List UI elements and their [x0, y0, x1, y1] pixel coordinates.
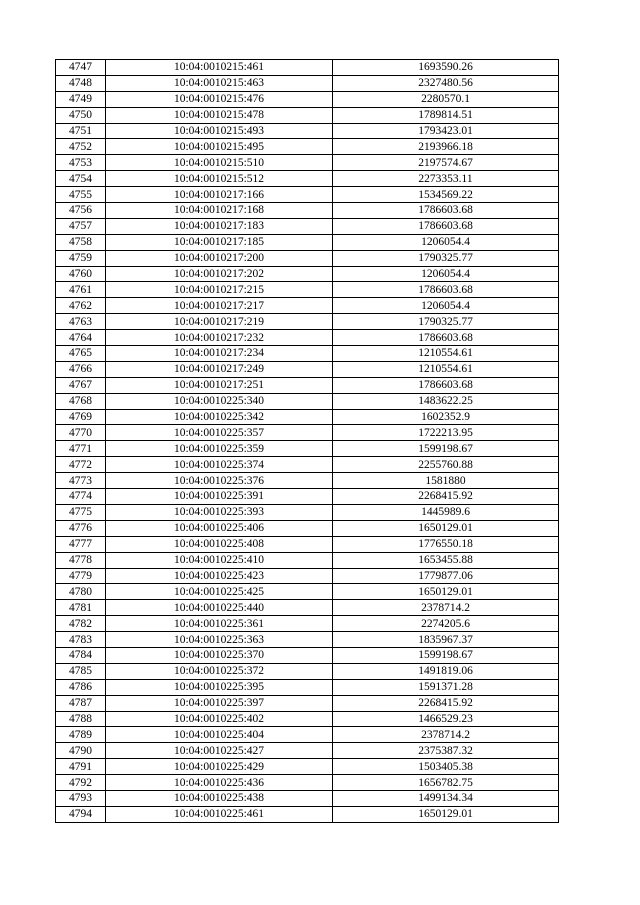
identifier-cell: 10:04:0010217:166 [106, 187, 333, 203]
value-cell: 1602352.9 [333, 409, 559, 425]
table-row [56, 489, 559, 505]
identifier-cell: 10:04:0010217:219 [106, 314, 333, 330]
identifier-cell: 10:04:0010215:495 [106, 139, 333, 155]
identifier-cell: 10:04:0010225:374 [106, 457, 333, 473]
identifier-cell: 10:04:0010225:440 [106, 600, 333, 616]
identifier-cell: 10:04:0010225:397 [106, 695, 333, 711]
value-cell: 1650129.01 [333, 584, 559, 600]
table-row [56, 330, 559, 346]
table-row [56, 536, 559, 552]
row-number-cell: 4786 [56, 679, 106, 695]
row-number-cell: 4783 [56, 632, 106, 648]
row-number-cell: 4784 [56, 647, 106, 663]
row-number-cell: 4753 [56, 155, 106, 171]
table-row [56, 806, 559, 822]
table-row [56, 679, 559, 695]
identifier-cell: 10:04:0010217:232 [106, 330, 333, 346]
table-row [56, 727, 559, 743]
value-cell: 1789814.51 [333, 107, 559, 123]
row-number-cell: 4775 [56, 504, 106, 520]
value-cell: 1786603.68 [333, 282, 559, 298]
value-cell: 2327480.56 [333, 75, 559, 91]
row-number-cell: 4763 [56, 314, 106, 330]
value-cell: 1786603.68 [333, 203, 559, 219]
identifier-cell: 10:04:0010225:404 [106, 727, 333, 743]
table-row [56, 584, 559, 600]
table-row [56, 298, 559, 314]
row-number-cell: 4769 [56, 409, 106, 425]
table-row [56, 250, 559, 266]
value-cell: 2378714.2 [333, 600, 559, 616]
table-row [56, 139, 559, 155]
row-number-cell: 4766 [56, 361, 106, 377]
table-row [56, 60, 559, 76]
table-row [56, 695, 559, 711]
row-number-cell: 4764 [56, 330, 106, 346]
table-row [56, 123, 559, 139]
identifier-cell: 10:04:0010225:357 [106, 425, 333, 441]
table-row [56, 759, 559, 775]
value-cell: 1793423.01 [333, 123, 559, 139]
row-number-cell: 4768 [56, 393, 106, 409]
row-number-cell: 4791 [56, 759, 106, 775]
table-row [56, 218, 559, 234]
table-row [56, 203, 559, 219]
value-cell: 1599198.67 [333, 441, 559, 457]
table-row [56, 266, 559, 282]
value-cell: 2268415.92 [333, 695, 559, 711]
value-cell: 1591371.28 [333, 679, 559, 695]
identifier-cell: 10:04:0010225:402 [106, 711, 333, 727]
row-number-cell: 4762 [56, 298, 106, 314]
identifier-cell: 10:04:0010225:406 [106, 520, 333, 536]
value-cell: 2268415.92 [333, 489, 559, 505]
table-row [56, 234, 559, 250]
row-number-cell: 4758 [56, 234, 106, 250]
row-number-cell: 4773 [56, 473, 106, 489]
value-cell: 1693590.26 [333, 60, 559, 76]
value-cell: 1581880 [333, 473, 559, 489]
identifier-cell: 10:04:0010225:425 [106, 584, 333, 600]
value-cell: 1534569.22 [333, 187, 559, 203]
row-number-cell: 4788 [56, 711, 106, 727]
value-cell: 1786603.68 [333, 330, 559, 346]
row-number-cell: 4777 [56, 536, 106, 552]
value-cell: 1210554.61 [333, 346, 559, 362]
identifier-cell: 10:04:0010225:423 [106, 568, 333, 584]
table-row [56, 520, 559, 536]
table-row [56, 711, 559, 727]
table-row [56, 775, 559, 791]
identifier-cell: 10:04:0010225:372 [106, 663, 333, 679]
value-cell: 1483622.25 [333, 393, 559, 409]
identifier-cell: 10:04:0010225:340 [106, 393, 333, 409]
table-row [56, 187, 559, 203]
identifier-cell: 10:04:0010225:342 [106, 409, 333, 425]
value-cell: 1491819.06 [333, 663, 559, 679]
row-number-cell: 4757 [56, 218, 106, 234]
row-number-cell: 4767 [56, 377, 106, 393]
value-cell: 2274205.6 [333, 616, 559, 632]
row-number-cell: 4755 [56, 187, 106, 203]
table-row [56, 457, 559, 473]
value-cell: 1776550.18 [333, 536, 559, 552]
identifier-cell: 10:04:0010217:168 [106, 203, 333, 219]
value-cell: 1499134.34 [333, 790, 559, 806]
identifier-cell: 10:04:0010217:202 [106, 266, 333, 282]
identifier-cell: 10:04:0010217:185 [106, 234, 333, 250]
row-number-cell: 4749 [56, 91, 106, 107]
table-row [56, 377, 559, 393]
row-number-cell: 4756 [56, 203, 106, 219]
table-row [56, 107, 559, 123]
identifier-cell: 10:04:0010217:215 [106, 282, 333, 298]
row-number-cell: 4787 [56, 695, 106, 711]
table-body [56, 60, 559, 823]
identifier-cell: 10:04:0010215:493 [106, 123, 333, 139]
identifier-cell: 10:04:0010217:251 [106, 377, 333, 393]
identifier-cell: 10:04:0010215:463 [106, 75, 333, 91]
value-cell: 1656782.75 [333, 775, 559, 791]
identifier-cell: 10:04:0010215:512 [106, 171, 333, 187]
row-number-cell: 4752 [56, 139, 106, 155]
row-number-cell: 4759 [56, 250, 106, 266]
value-cell: 1206054.4 [333, 266, 559, 282]
identifier-cell: 10:04:0010225:370 [106, 647, 333, 663]
value-cell: 1786603.68 [333, 377, 559, 393]
identifier-cell: 10:04:0010225:359 [106, 441, 333, 457]
table-row [56, 346, 559, 362]
value-cell: 1786603.68 [333, 218, 559, 234]
identifier-cell: 10:04:0010217:234 [106, 346, 333, 362]
identifier-cell: 10:04:0010217:200 [106, 250, 333, 266]
identifier-cell: 10:04:0010225:461 [106, 806, 333, 822]
table-row [56, 632, 559, 648]
row-number-cell: 4771 [56, 441, 106, 457]
row-number-cell: 4750 [56, 107, 106, 123]
row-number-cell: 4781 [56, 600, 106, 616]
identifier-cell: 10:04:0010225:363 [106, 632, 333, 648]
row-number-cell: 4780 [56, 584, 106, 600]
identifier-cell: 10:04:0010215:476 [106, 91, 333, 107]
row-number-cell: 4760 [56, 266, 106, 282]
table-row [56, 790, 559, 806]
value-cell: 1210554.61 [333, 361, 559, 377]
row-number-cell: 4792 [56, 775, 106, 791]
identifier-cell: 10:04:0010215:510 [106, 155, 333, 171]
identifier-cell: 10:04:0010217:183 [106, 218, 333, 234]
value-cell: 2280570.1 [333, 91, 559, 107]
identifier-cell: 10:04:0010225:429 [106, 759, 333, 775]
table-row [56, 409, 559, 425]
identifier-cell: 10:04:0010217:217 [106, 298, 333, 314]
identifier-cell: 10:04:0010225:438 [106, 790, 333, 806]
value-cell: 1790325.77 [333, 314, 559, 330]
identifier-cell: 10:04:0010225:376 [106, 473, 333, 489]
identifier-cell: 10:04:0010225:427 [106, 743, 333, 759]
row-number-cell: 4774 [56, 489, 106, 505]
identifier-cell: 10:04:0010217:249 [106, 361, 333, 377]
row-number-cell: 4748 [56, 75, 106, 91]
value-cell: 1653455.88 [333, 552, 559, 568]
table-row [56, 425, 559, 441]
table-row [56, 314, 559, 330]
value-cell: 1599198.67 [333, 647, 559, 663]
row-number-cell: 4793 [56, 790, 106, 806]
value-cell: 1445989.6 [333, 504, 559, 520]
row-number-cell: 4778 [56, 552, 106, 568]
identifier-cell: 10:04:0010215:461 [106, 60, 333, 76]
identifier-cell: 10:04:0010225:408 [106, 536, 333, 552]
identifier-cell: 10:04:0010215:478 [106, 107, 333, 123]
row-number-cell: 4776 [56, 520, 106, 536]
value-cell: 1206054.4 [333, 298, 559, 314]
row-number-cell: 4790 [56, 743, 106, 759]
identifier-cell: 10:04:0010225:410 [106, 552, 333, 568]
row-number-cell: 4772 [56, 457, 106, 473]
value-cell: 1466529.23 [333, 711, 559, 727]
value-cell: 1790325.77 [333, 250, 559, 266]
identifier-cell: 10:04:0010225:391 [106, 489, 333, 505]
row-number-cell: 4789 [56, 727, 106, 743]
value-cell: 2378714.2 [333, 727, 559, 743]
table-row [56, 743, 559, 759]
value-cell: 1650129.01 [333, 520, 559, 536]
row-number-cell: 4794 [56, 806, 106, 822]
table-row [56, 568, 559, 584]
table-row [56, 361, 559, 377]
row-number-cell: 4779 [56, 568, 106, 584]
table-row [56, 647, 559, 663]
table-row [56, 171, 559, 187]
table-row [56, 504, 559, 520]
value-cell: 2255760.88 [333, 457, 559, 473]
identifier-cell: 10:04:0010225:436 [106, 775, 333, 791]
value-cell: 1206054.4 [333, 234, 559, 250]
row-number-cell: 4761 [56, 282, 106, 298]
table-row [56, 552, 559, 568]
table-row [56, 441, 559, 457]
value-cell: 2193966.18 [333, 139, 559, 155]
table-row [56, 600, 559, 616]
identifier-cell: 10:04:0010225:395 [106, 679, 333, 695]
table-row [56, 663, 559, 679]
value-cell: 1722213.95 [333, 425, 559, 441]
row-number-cell: 4751 [56, 123, 106, 139]
identifier-cell: 10:04:0010225:393 [106, 504, 333, 520]
identifier-cell: 10:04:0010225:361 [106, 616, 333, 632]
table-row [56, 282, 559, 298]
value-cell: 2197574.67 [333, 155, 559, 171]
row-number-cell: 4785 [56, 663, 106, 679]
table-row [56, 155, 559, 171]
value-cell: 1779877.06 [333, 568, 559, 584]
data-table [55, 59, 559, 823]
value-cell: 1835967.37 [333, 632, 559, 648]
row-number-cell: 4754 [56, 171, 106, 187]
row-number-cell: 4782 [56, 616, 106, 632]
value-cell: 2375387.32 [333, 743, 559, 759]
row-number-cell: 4747 [56, 60, 106, 76]
value-cell: 1650129.01 [333, 806, 559, 822]
row-number-cell: 4770 [56, 425, 106, 441]
table-row [56, 473, 559, 489]
table-row [56, 616, 559, 632]
value-cell: 2273353.11 [333, 171, 559, 187]
value-cell: 1503405.38 [333, 759, 559, 775]
table-row [56, 393, 559, 409]
table-row [56, 91, 559, 107]
table-row [56, 75, 559, 91]
row-number-cell: 4765 [56, 346, 106, 362]
